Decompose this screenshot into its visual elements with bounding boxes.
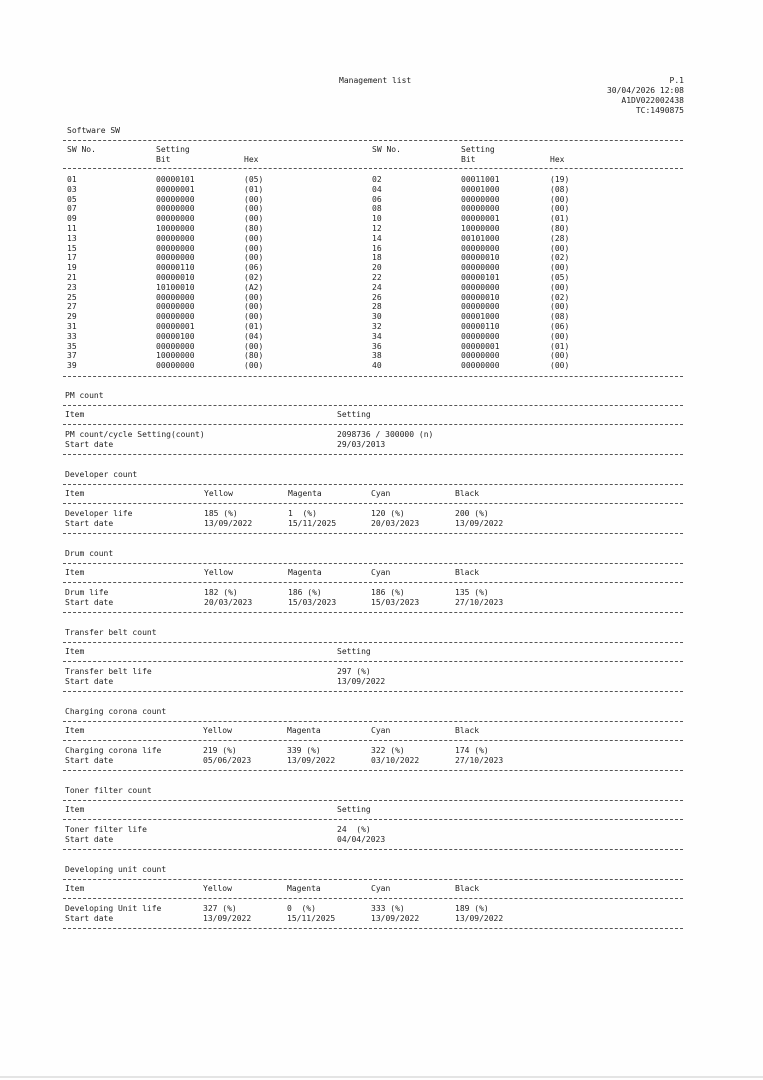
sw-no-header-right: SW No. — [372, 145, 401, 154]
charging-life-label: Charging corona life — [65, 746, 162, 755]
sw-bit-right: 00000000 — [461, 361, 500, 371]
sw-no-right: 26 — [372, 292, 382, 302]
charging-life-yellow: 219 (%) — [203, 746, 237, 755]
divider — [63, 405, 683, 406]
sw-hex-left: (A2) — [244, 282, 264, 292]
sw-hex-left: (00) — [244, 194, 264, 204]
sw-no-right: 28 — [372, 302, 382, 312]
page-number: P.1 — [669, 76, 684, 85]
sw-hex-left: (01) — [244, 184, 264, 194]
divider — [63, 503, 683, 504]
sw-no-right: 14 — [372, 233, 382, 243]
developer-start-label: Start date — [65, 519, 114, 528]
sw-no-left: 07 — [67, 204, 77, 214]
divider — [63, 563, 683, 564]
divider — [63, 376, 683, 377]
sw-hex-left: (00) — [244, 214, 264, 224]
sw-hex-right: (00) — [550, 351, 570, 361]
divider — [63, 928, 683, 929]
total-counter: TC:1490875 — [635, 106, 684, 115]
sw-hex-right: (00) — [550, 361, 570, 371]
sw-hex-right: (00) — [550, 194, 570, 204]
drum-life-label: Drum life — [65, 588, 109, 597]
sw-no-right: 06 — [372, 194, 382, 204]
sw-hex-right: (02) — [550, 292, 570, 302]
sw-hex-right: (00) — [550, 204, 570, 214]
charging-start-magenta: 13/09/2022 — [287, 756, 336, 765]
charging-start-cyan: 03/10/2022 — [371, 756, 420, 765]
charging-life-magenta: 339 (%) — [287, 746, 321, 755]
sw-bit-left: 00000000 — [156, 292, 195, 302]
sw-bit-right: 00000101 — [461, 273, 500, 282]
developer-life-label: Developer life — [65, 509, 133, 518]
sw-hex-left: (00) — [244, 292, 264, 302]
sw-bit-right: 00000000 — [461, 263, 500, 273]
sw-bit-left: 00000000 — [156, 204, 195, 214]
sw-hex-right: (08) — [550, 184, 570, 194]
transfer-start-value: 13/09/2022 — [337, 677, 386, 686]
sw-no-right: 34 — [372, 331, 382, 341]
sw-hex-right: (28) — [550, 233, 570, 243]
sw-bit-left: 00000100 — [156, 331, 195, 341]
charging-yellow-header: Yellow — [203, 726, 232, 735]
charging-life-cyan: 322 (%) — [371, 746, 405, 755]
sw-bit-left: 00000000 — [156, 341, 195, 351]
drum-cyan-header: Cyan — [371, 568, 391, 577]
sw-bit-right: 00001000 — [461, 184, 500, 194]
scan-edge — [0, 1076, 763, 1078]
sw-hex-right: (08) — [550, 312, 570, 322]
setting-header-left: Setting — [156, 145, 190, 154]
sw-no-right: 12 — [372, 224, 382, 233]
toner-start-label: Start date — [65, 835, 114, 844]
sw-bit-right: 00000110 — [461, 322, 500, 331]
sw-hex-right: (05) — [550, 273, 570, 282]
sw-bit-left: 00000000 — [156, 361, 195, 371]
sw-no-left: 05 — [67, 194, 77, 204]
sw-no-right: 10 — [372, 214, 382, 224]
pm-item-header: Item — [65, 410, 85, 419]
pm-start-date-value: 29/03/2013 — [337, 440, 386, 449]
sw-bit-right: 00000000 — [461, 331, 500, 341]
divider — [63, 819, 683, 820]
sw-hex-left: (00) — [244, 361, 264, 371]
sw-hex-left: (00) — [244, 302, 264, 312]
software-sw-title: Software SW — [67, 126, 120, 135]
sw-no-left: 25 — [67, 292, 77, 302]
toner-setting-header: Setting — [337, 805, 371, 814]
sw-hex-left: (80) — [244, 224, 264, 233]
divider — [63, 168, 683, 169]
devunit-magenta-header: Magenta — [287, 884, 321, 893]
hex-header-right: Hex — [550, 155, 565, 164]
toner-item-header: Item — [65, 805, 85, 814]
drum-start-cyan: 15/03/2023 — [371, 598, 420, 607]
hex-header-left: Hex — [244, 155, 259, 164]
sw-no-right: 32 — [372, 322, 382, 331]
charging-black-header: Black — [455, 726, 480, 735]
sw-bit-left: 00000001 — [156, 322, 195, 331]
sw-hex-right: (06) — [550, 322, 570, 331]
charging-corona-count-title: Charging corona count — [65, 707, 167, 716]
sw-no-left: 37 — [67, 351, 77, 361]
charging-magenta-header: Magenta — [287, 726, 321, 735]
transfer-start-label: Start date — [65, 677, 114, 686]
sw-no-left: 35 — [67, 341, 77, 351]
divider — [63, 661, 683, 662]
drum-start-label: Start date — [65, 598, 114, 607]
sw-bit-left: 00000000 — [156, 243, 195, 253]
sw-hex-right: (00) — [550, 331, 570, 341]
divider — [63, 140, 683, 141]
devunit-black-header: Black — [455, 884, 480, 893]
pm-cycle-label: PM count/cycle Setting(count) — [65, 430, 205, 439]
sw-hex-right: (00) — [550, 282, 570, 292]
print-datetime: 30/04/2026 12:08 — [606, 86, 684, 95]
sw-no-left: 17 — [67, 253, 77, 263]
devunit-start-cyan: 13/09/2022 — [371, 914, 420, 923]
sw-no-header-left: SW No. — [67, 145, 96, 154]
drum-item-header: Item — [65, 568, 85, 577]
sw-hex-left: (00) — [244, 312, 264, 322]
sw-bit-right: 00000010 — [461, 253, 500, 263]
devunit-life-label: Developing Unit life — [65, 904, 162, 913]
drum-life-cyan: 186 (%) — [371, 588, 405, 597]
bit-header-right: Bit — [461, 155, 476, 164]
sw-no-right: 24 — [372, 282, 382, 292]
sw-bit-right: 00000001 — [461, 214, 500, 224]
drum-life-yellow: 182 (%) — [204, 588, 238, 597]
sw-bit-right: 00011001 — [461, 175, 500, 184]
sw-bit-right: 00000000 — [461, 204, 500, 214]
devunit-life-cyan: 333 (%) — [371, 904, 405, 913]
sw-bit-left: 00000110 — [156, 263, 195, 273]
devunit-life-magenta: 0 (%) — [287, 904, 316, 913]
sw-no-right: 02 — [372, 175, 382, 184]
sw-no-right: 08 — [372, 204, 382, 214]
bit-header-left: Bit — [156, 155, 171, 164]
sw-no-right: 36 — [372, 341, 382, 351]
developing-unit-count-title: Developing unit count — [65, 865, 167, 874]
sw-bit-right: 00000000 — [461, 302, 500, 312]
sw-bit-left: 00000000 — [156, 253, 195, 263]
sw-hex-left: (80) — [244, 351, 264, 361]
sw-no-left: 31 — [67, 322, 77, 331]
transfer-item-header: Item — [65, 647, 85, 656]
divider — [63, 691, 683, 692]
sw-no-right: 30 — [372, 312, 382, 322]
sw-bit-left: 10100010 — [156, 282, 195, 292]
drum-start-black: 27/10/2023 — [455, 598, 504, 607]
developer-start-cyan: 20/03/2023 — [371, 519, 420, 528]
serial-number: A1DV022002438 — [621, 96, 684, 105]
charging-start-black: 27/10/2023 — [455, 756, 504, 765]
sw-bit-right: 00000010 — [461, 292, 500, 302]
sw-hex-left: (05) — [244, 175, 264, 184]
divider — [63, 533, 683, 534]
divider — [63, 849, 683, 850]
pm-start-date-label: Start date — [65, 440, 114, 449]
sw-bit-right: 00000001 — [461, 341, 500, 351]
sw-bit-left: 00000000 — [156, 302, 195, 312]
pm-cycle-value: 2098736 / 300000 (n) — [337, 430, 434, 439]
developer-item-header: Item — [65, 489, 85, 498]
developer-life-yellow: 185 (%) — [204, 509, 238, 518]
developer-yellow-header: Yellow — [204, 489, 233, 498]
sw-no-left: 15 — [67, 243, 77, 253]
drum-black-header: Black — [455, 568, 480, 577]
transfer-life-label: Transfer belt life — [65, 667, 152, 676]
sw-no-left: 03 — [67, 184, 77, 194]
developer-life-black: 200 (%) — [455, 509, 489, 518]
devunit-item-header: Item — [65, 884, 85, 893]
sw-bit-right: 00000000 — [461, 243, 500, 253]
charging-start-label: Start date — [65, 756, 114, 765]
divider — [63, 454, 683, 455]
sw-hex-left: (01) — [244, 322, 264, 331]
divider — [63, 800, 683, 801]
sw-bit-right: 00001000 — [461, 312, 500, 322]
divider — [63, 879, 683, 880]
transfer-belt-count-title: Transfer belt count — [65, 628, 157, 637]
toner-life-value: 24 (%) — [337, 825, 371, 834]
sw-bit-left: 00000000 — [156, 312, 195, 322]
developer-life-cyan: 120 (%) — [371, 509, 405, 518]
sw-no-left: 33 — [67, 331, 77, 341]
sw-hex-left: (04) — [244, 331, 264, 341]
devunit-start-label: Start date — [65, 914, 114, 923]
sw-no-right: 40 — [372, 361, 382, 371]
drum-start-magenta: 15/03/2023 — [288, 598, 337, 607]
divider — [63, 424, 683, 425]
devunit-start-magenta: 15/11/2025 — [287, 914, 336, 923]
sw-hex-left: (00) — [244, 243, 264, 253]
sw-no-right: 04 — [372, 184, 382, 194]
devunit-start-yellow: 13/09/2022 — [203, 914, 252, 923]
drum-start-yellow: 20/03/2023 — [204, 598, 253, 607]
sw-hex-left: (00) — [244, 233, 264, 243]
sw-hex-right: (00) — [550, 302, 570, 312]
sw-no-right: 18 — [372, 253, 382, 263]
divider — [63, 770, 683, 771]
sw-no-left: 29 — [67, 312, 77, 322]
sw-no-left: 21 — [67, 273, 77, 282]
sw-no-left: 11 — [67, 224, 77, 233]
sw-bit-left: 00000001 — [156, 184, 195, 194]
divider — [63, 612, 683, 613]
sw-hex-right: (19) — [550, 175, 570, 184]
sw-no-left: 09 — [67, 214, 77, 224]
sw-no-right: 22 — [372, 273, 382, 282]
devunit-yellow-header: Yellow — [203, 884, 232, 893]
transfer-setting-header: Setting — [337, 647, 371, 656]
divider — [63, 642, 683, 643]
developer-black-header: Black — [455, 489, 480, 498]
sw-hex-right: (00) — [550, 243, 570, 253]
sw-bit-right: 10000000 — [461, 224, 500, 233]
divider — [63, 740, 683, 741]
drum-count-title: Drum count — [65, 549, 114, 558]
sw-hex-right: (01) — [550, 214, 570, 224]
developer-start-magenta: 15/11/2025 — [288, 519, 337, 528]
charging-item-header: Item — [65, 726, 85, 735]
pm-count-title: PM count — [65, 391, 104, 400]
drum-yellow-header: Yellow — [204, 568, 233, 577]
sw-hex-left: (00) — [244, 253, 264, 263]
sw-hex-left: (00) — [244, 204, 264, 214]
sw-bit-left: 00000101 — [156, 175, 195, 184]
sw-hex-left: (06) — [244, 263, 264, 273]
devunit-life-yellow: 327 (%) — [203, 904, 237, 913]
charging-life-black: 174 (%) — [455, 746, 489, 755]
sw-no-right: 16 — [372, 243, 382, 253]
developer-life-magenta: 1 (%) — [288, 509, 317, 518]
developer-start-black: 13/09/2022 — [455, 519, 504, 528]
sw-hex-left: (02) — [244, 273, 264, 282]
sw-bit-left: 10000000 — [156, 224, 195, 233]
divider — [63, 721, 683, 722]
charging-cyan-header: Cyan — [371, 726, 391, 735]
toner-filter-count-title: Toner filter count — [65, 786, 152, 795]
sw-bit-left: 00000000 — [156, 233, 195, 243]
sw-hex-right: (02) — [550, 253, 570, 263]
devunit-cyan-header: Cyan — [371, 884, 391, 893]
sw-hex-right: (00) — [550, 263, 570, 273]
developer-magenta-header: Magenta — [288, 489, 322, 498]
sw-bit-left: 00000010 — [156, 273, 195, 282]
drum-life-magenta: 186 (%) — [288, 588, 322, 597]
sw-hex-right: (01) — [550, 341, 570, 351]
toner-start-value: 04/04/2023 — [337, 835, 386, 844]
devunit-life-black: 189 (%) — [455, 904, 489, 913]
sw-hex-left: (00) — [244, 341, 264, 351]
sw-no-right: 20 — [372, 263, 382, 273]
sw-bit-right: 00000000 — [461, 351, 500, 361]
drum-magenta-header: Magenta — [288, 568, 322, 577]
divider — [63, 898, 683, 899]
sw-bit-right: 00000000 — [461, 194, 500, 204]
sw-no-left: 13 — [67, 233, 77, 243]
sw-no-left: 39 — [67, 361, 77, 371]
devunit-start-black: 13/09/2022 — [455, 914, 504, 923]
developer-start-yellow: 13/09/2022 — [204, 519, 253, 528]
sw-bit-left: 10000000 — [156, 351, 195, 361]
sw-bit-right: 00000000 — [461, 282, 500, 292]
sw-no-right: 38 — [372, 351, 382, 361]
transfer-life-value: 297 (%) — [337, 667, 371, 676]
sw-no-left: 01 — [67, 175, 77, 184]
sw-bit-right: 00101000 — [461, 233, 500, 243]
setting-header-right: Setting — [461, 145, 495, 154]
sw-hex-right: (80) — [550, 224, 570, 233]
toner-life-label: Toner filter life — [65, 825, 147, 834]
page-title: Management list — [339, 76, 412, 85]
sw-bit-left: 00000000 — [156, 214, 195, 224]
divider — [63, 484, 683, 485]
sw-bit-left: 00000000 — [156, 194, 195, 204]
sw-no-left: 27 — [67, 302, 77, 312]
developer-cyan-header: Cyan — [371, 489, 391, 498]
sw-no-left: 19 — [67, 263, 77, 273]
charging-start-yellow: 05/06/2023 — [203, 756, 252, 765]
pm-setting-header: Setting — [337, 410, 371, 419]
developer-count-title: Developer count — [65, 470, 138, 479]
sw-no-left: 23 — [67, 282, 77, 292]
drum-life-black: 135 (%) — [455, 588, 489, 597]
divider — [63, 582, 683, 583]
